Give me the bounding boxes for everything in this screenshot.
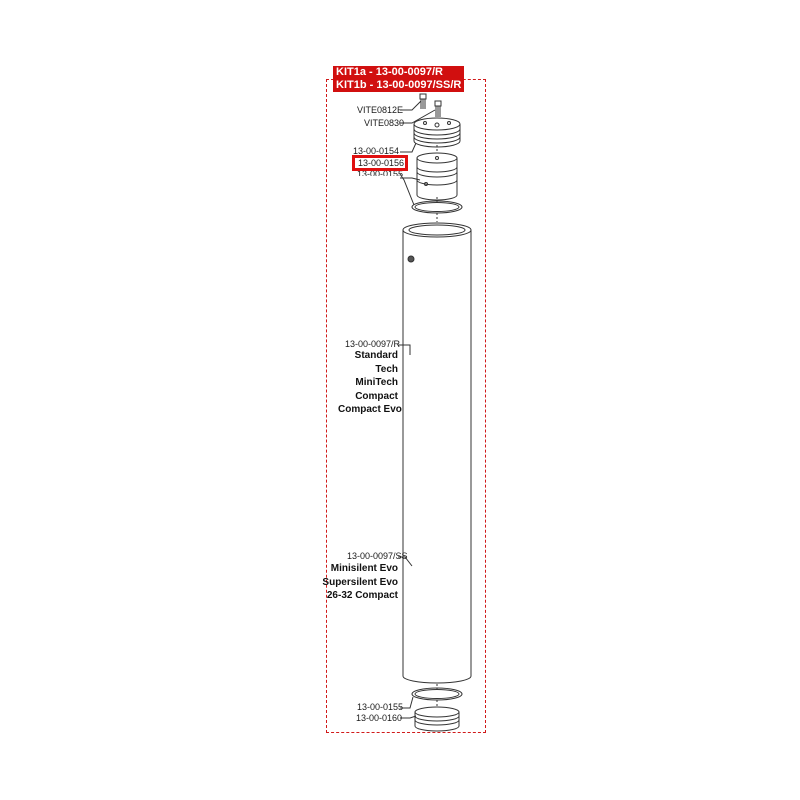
model-compact: Compact	[355, 390, 398, 402]
screw-vite0830	[435, 101, 441, 117]
label-0156: 13-00-0156	[358, 158, 405, 168]
label-tube-r-code: 13-00-0097/R	[345, 339, 401, 349]
valve-0156	[417, 153, 457, 200]
model-minisilent-evo: Minisilent Evo	[330, 563, 398, 574]
main-tube	[403, 223, 471, 683]
tube-ss-models	[318, 562, 398, 603]
model-compact-evo: Compact Evo	[338, 404, 402, 415]
label-vite0812e: VITE0812E	[357, 105, 404, 115]
label-tube-ss-code: 13-00-0097/SS	[347, 551, 408, 561]
label-0154: 13-00-0154	[353, 146, 400, 156]
cap-0154	[414, 118, 460, 147]
label-0160: 13-00-0160	[356, 713, 403, 723]
model-standard: Standard	[354, 350, 398, 361]
tube-r-models	[338, 349, 402, 417]
kit-line-2: KIT1b - 13-00-0097/SS/R	[336, 79, 462, 91]
highlight-box	[352, 155, 408, 171]
model-minitech: MiniTech	[355, 377, 398, 388]
model-tech: Tech	[375, 363, 398, 375]
label-0155-top: 13-00-0155	[357, 169, 404, 176]
cap-0160	[415, 707, 459, 731]
kit-line-1: KIT1a - 13-00-0097/R	[336, 66, 443, 78]
label-0155-bottom: 13-00-0155	[357, 702, 404, 712]
model-26-32-compact: 26-32 Compact	[326, 590, 398, 601]
model-supersilent-evo: Supersilent Evo	[322, 576, 398, 588]
oring-bottom	[412, 688, 462, 700]
label-vite0830: VITE0830	[364, 118, 405, 128]
